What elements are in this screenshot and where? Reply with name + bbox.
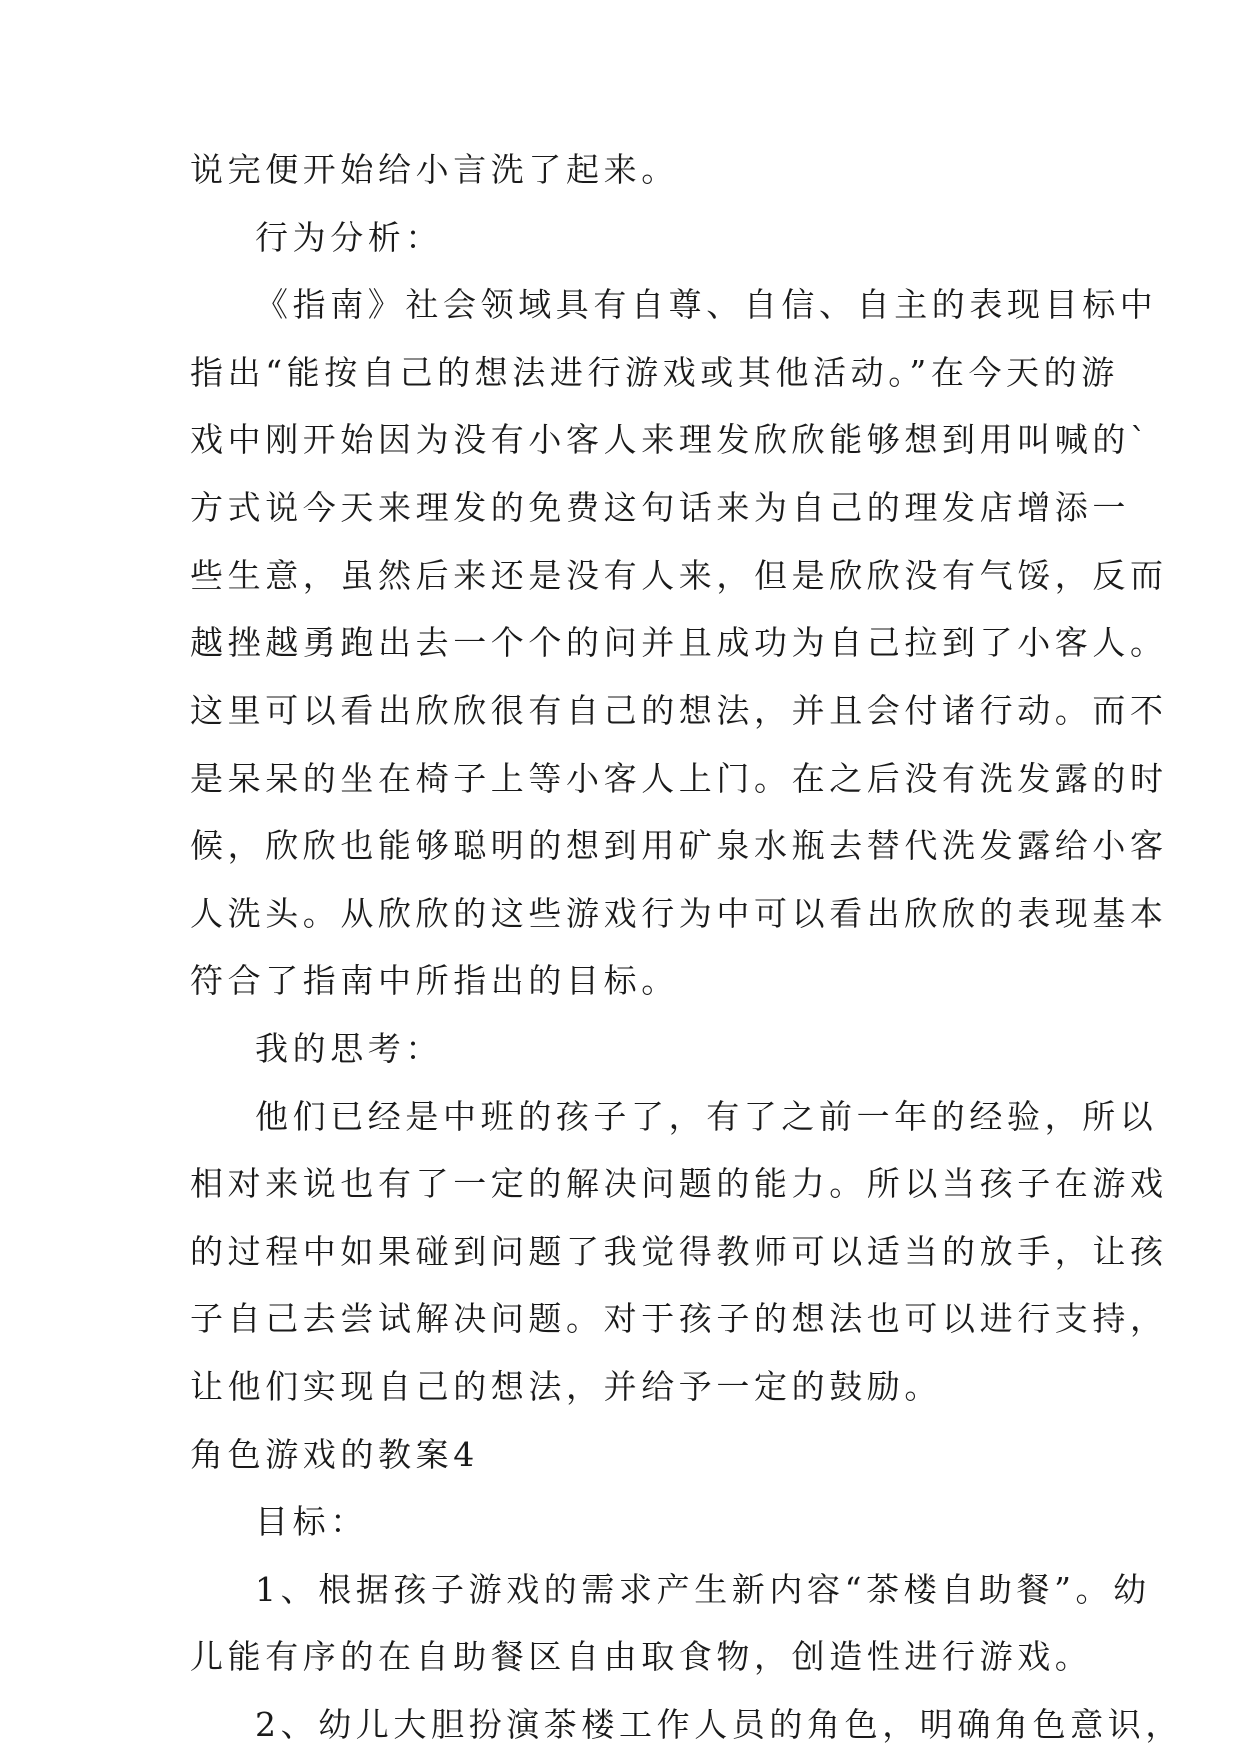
text-line: 这里可以看出欣欣很有自己的想法，并且会付诸行动。而不 — [190, 691, 1168, 730]
document-title: 角色游戏的教案4 — [190, 1435, 479, 1474]
text-line: 子自己去尝试解决问题。对于孩子的想法也可以进行支持， — [190, 1299, 1168, 1338]
section-heading: 我的思考： — [255, 1029, 443, 1068]
text-line: 让他们实现自己的想法，并给予一定的鼓励。 — [190, 1367, 942, 1406]
text-line: 戏中刚开始因为没有小客人来理发欣欣能够想到用叫喊的` — [190, 420, 1152, 459]
text-line: 是呆呆的坐在椅子上等小客人上门。在之后没有洗发露的时 — [190, 759, 1168, 798]
text-line: 人洗头。从欣欣的这些游戏行为中可以看出欣欣的表现基本 — [190, 894, 1168, 933]
text-line: 儿能有序的在自助餐区自由取食物，创造性进行游戏。 — [190, 1637, 1093, 1676]
section-heading: 目标： — [255, 1502, 368, 1541]
text-line: 他们已经是中班的孩子了，有了之前一年的经验，所以 — [255, 1097, 1158, 1136]
text-line: 指出“能按自己的想法进行游戏或其他活动。”在今天的游 — [190, 353, 1119, 392]
text-line: 的过程中如果碰到问题了我觉得教师可以适当的放手，让孩 — [190, 1232, 1168, 1271]
text-line: 些生意，虽然后来还是没有人来，但是欣欣没有气馁，反而 — [190, 556, 1168, 595]
text-line: 符合了指南中所指出的目标。 — [190, 961, 679, 1000]
text-line: 1、根据孩子游戏的需求产生新内容“茶楼自助餐”。幼 — [255, 1570, 1151, 1609]
text-line: 越挫越勇跑出去一个个的问并且成功为自己拉到了小客人。 — [190, 623, 1168, 662]
text-line: 2、幼儿大胆扮演茶楼工作人员的角色，明确角色意识， — [255, 1705, 1183, 1744]
text-line: 相对来说也有了一定的解决问题的能力。所以当孩子在游戏 — [190, 1164, 1168, 1203]
text-line: 《指南》社会领域具有自尊、自信、自主的表现目标中 — [255, 285, 1158, 324]
text-line: 方式说今天来理发的免费这句话来为自己的理发店增添一 — [190, 488, 1130, 527]
text-line: 说完便开始给小言洗了起来。 — [190, 150, 679, 189]
section-heading: 行为分析： — [255, 218, 443, 257]
text-line: 候，欣欣也能够聪明的想到用矿泉水瓶去替代洗发露给小客 — [190, 826, 1168, 865]
